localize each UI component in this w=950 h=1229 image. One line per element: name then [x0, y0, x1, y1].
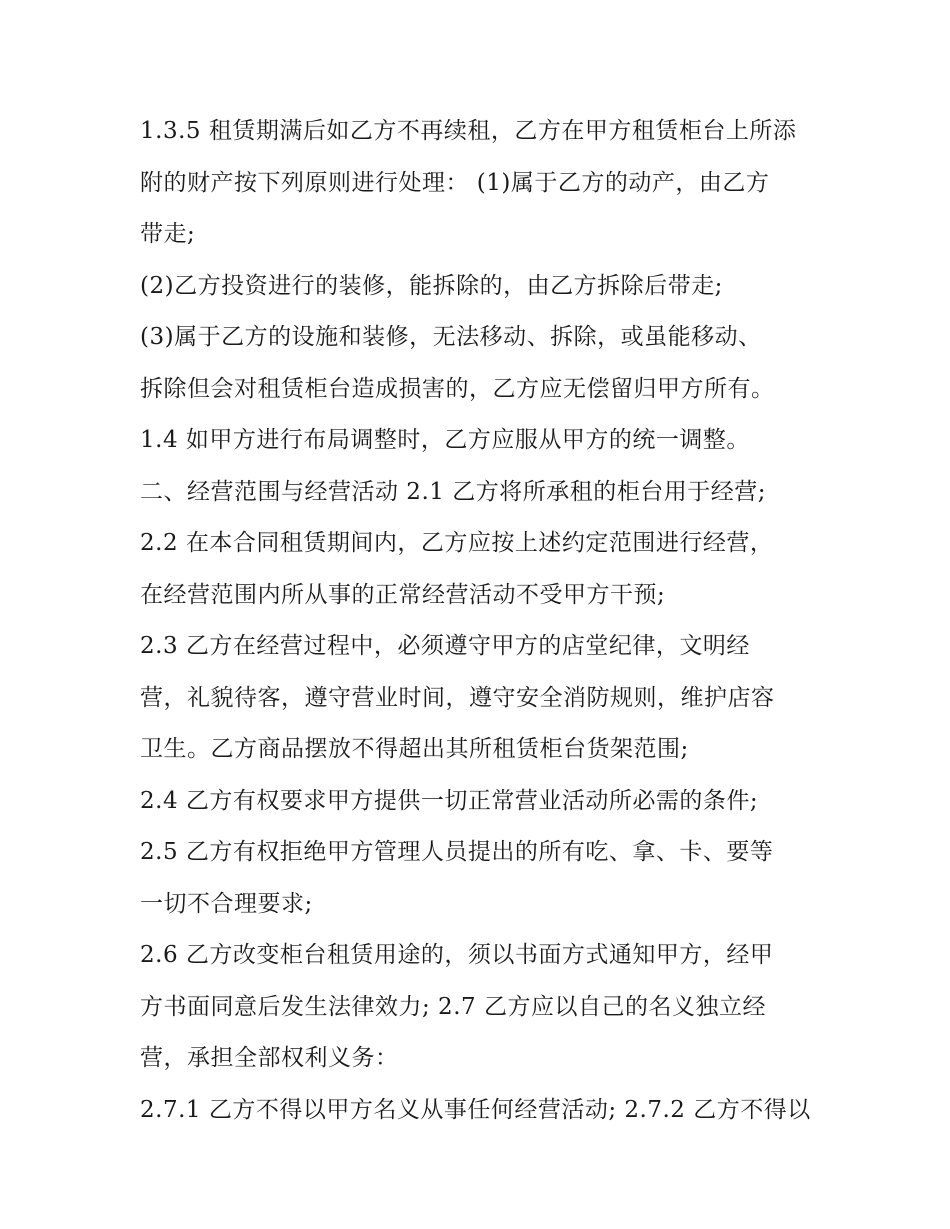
- text-line: 方书面同意后发生法律效力; 2.7 乙方应以自己的名义独立经: [140, 993, 766, 1020]
- text-line: 2.5 乙方有权拒绝甲方管理人员提出的所有吃、拿、卡、要等: [140, 839, 774, 865]
- text-line: 2.4 乙方有权要求甲方提供一切正常营业活动所必需的条件;: [140, 787, 759, 814]
- text-line: 带走;: [140, 221, 196, 247]
- text-line: 1.3.5 租赁期满后如乙方不再续租，乙方在甲方租赁柜台上所添: [140, 118, 797, 144]
- text-line: 2.7.1 乙方不得以甲方名义从事任何经营活动; 2.7.2 乙方不得以: [140, 1096, 811, 1123]
- document-body: [140, 106, 820, 1136]
- text-line: 附的财产按下列原则进行处理： (1)属于乙方的动产，由乙方: [140, 169, 770, 196]
- text-line: 1.4 如甲方进行布局调整时，乙方应服从甲方的统一调整。: [140, 427, 750, 453]
- text-line: 卫生。乙方商品摆放不得超出其所租赁柜台货架范围;: [140, 736, 689, 762]
- text-line: (3)属于乙方的设施和装修，无法移动、拆除，或虽能移动、: [140, 324, 762, 350]
- text-line: 拆除但会对租赁柜台造成损害的，乙方应无偿留归甲方所有。: [140, 375, 775, 402]
- text-line: 2.3 乙方在经营过程中，必须遵守甲方的店堂纪律，文明经: [140, 633, 750, 659]
- text-line: 营，礼貌待客，遵守营业时间，遵守安全消防规则，维护店容: [140, 684, 775, 711]
- text-line: 在经营范围内所从事的正常经营活动不受甲方干预;: [140, 581, 666, 608]
- text-line: 一切不合理要求;: [140, 890, 313, 917]
- text-line: (2)乙方投资进行的装修，能拆除的，由乙方拆除后带走;: [140, 272, 723, 299]
- text-line: 2.2 在本合同租赁期间内，乙方应按上述约定范围进行经营，: [140, 530, 774, 556]
- text-line: 二、经营范围与经营活动 2.1 乙方将所承租的柜台用于经营;: [140, 478, 766, 505]
- text-line: 2.6 乙方改变柜台租赁用途的，须以书面方式通知甲方，经甲: [140, 942, 774, 968]
- text-line: 营，承担全部权利义务：: [140, 1045, 399, 1071]
